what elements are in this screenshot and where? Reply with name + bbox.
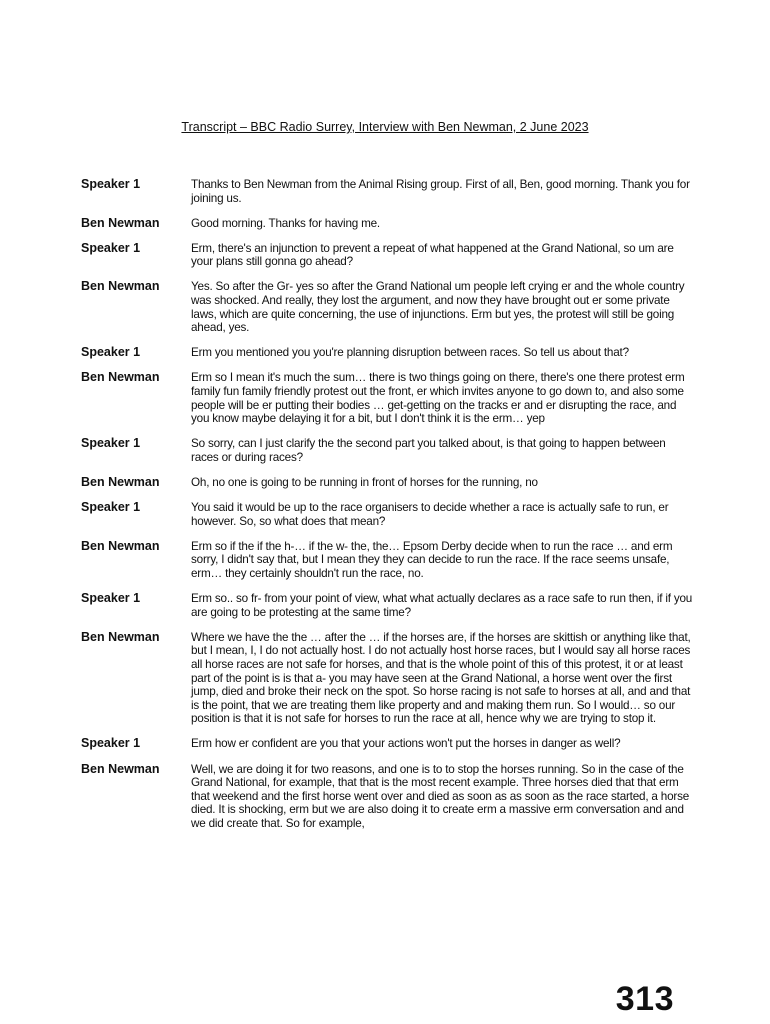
transcript-row <box>81 737 693 751</box>
utterance-text: Erm so if the if the h-… if the w- the, the… Epsom Derby decide when to run the race … and erm sorry, I didn't say that, but I mean they they can decide to run the race. If the race seems unsafe, erm… they certainly shouldn't run the race, no. <box>191 539 673 580</box>
transcript-row <box>81 178 693 205</box>
transcript-row <box>81 437 693 464</box>
transcript-row <box>81 631 693 726</box>
transcript-body <box>81 178 693 842</box>
utterance-text: Oh, no one is going to be running in front of horses for the running, no <box>191 476 538 489</box>
transcript-row <box>81 540 693 581</box>
speaker-name: Speaker 1 <box>81 736 141 751</box>
utterance-text: Well, we are doing it for two reasons, and one is to to stop the horses running. So in the case of the Grand National, for example, that that is the most recent example. Three horses died that that erm that weekend and the first horse went over and died as soon as as soon as the race started, a horse died. It is shocking, erm but we are also doing it to create erm a massive erm conversation and and we did create that. So for example, <box>191 762 690 830</box>
utterance-text: Good morning. Thanks for having me. <box>191 216 380 230</box>
speaker-name: Speaker 1 <box>81 177 141 191</box>
utterance-text: Yes. So after the Gr- yes so after the Grand National um people left crying er and the whole country was shocked. And really, they lost the argument, and now they have brought out er some private laws, which are quite concerning, the use of injunctions. Erm but yes, the protest will still be going ahead, yes. <box>191 280 685 335</box>
speaker-name: Ben Newman <box>81 629 160 644</box>
speaker-name: Ben Newman <box>81 279 160 294</box>
transcript-row <box>81 763 693 831</box>
utterance-text: Erm so I mean it's much the sum… there is two things going on there, there's one there protest erm family fun family friendly protest out the front, er which invites anyone to go down to, and also some people will be er putting their bodies … get-getting on the tracks er and er disrupting the race, and you know maybe delaying it for a bit, but I don't think it is the erm… yep <box>191 371 685 426</box>
utterance-text: Erm you mentioned you you're planning disruption between races. So tell us about that? <box>191 346 629 360</box>
utterance-text: Where we have the the … after the … if the horses are, if the horses are skittish or anything like that, but I mean, I, I do not actually host. I do not actually host horse races, but I would say all horse races all horse races are not safe for horses, and that is the whole point of this of this protest, it or at least part of the point is is that a- you may have seen at the Grand National, a horse went over the first jump, died and broke their neck on the spot. So horse racing is not safe to horses at all, and and that is the point, that we are treating them like property and and making them run. So I would… so our position is that it is not safe for horses to run the race at all, hence why we are trying to stop it. <box>191 630 691 726</box>
speaker-name: Speaker 1 <box>81 345 141 360</box>
utterance-text: So sorry, can I just clarify the the second part you talked about, is that going to happen between races or during races? <box>191 437 666 464</box>
utterance-text: Erm so.. so fr- from your point of view, what what actually declares as a race safe to run then, if if you are going to be protesting at the same time? <box>191 592 693 619</box>
transcript-row <box>81 501 693 528</box>
utterance-text: Erm, there's an injunction to prevent a repeat of what happened at the Grand National, so um are your plans still gonna go ahead? <box>191 241 674 269</box>
speaker-name: Ben Newman <box>81 215 160 230</box>
transcript-row <box>81 346 693 360</box>
page-number: 313 <box>615 980 674 1018</box>
transcript-row <box>81 242 693 269</box>
transcript-row <box>81 280 693 334</box>
speaker-name: Ben Newman <box>81 538 160 553</box>
transcript-row <box>81 476 693 490</box>
document-title: Transcript – BBC Radio Surrey, Interview with Ben Newman, 2 June 2023 <box>181 120 589 134</box>
speaker-name: Speaker 1 <box>81 436 141 451</box>
transcript-row <box>81 592 693 619</box>
utterance-text: Thanks to Ben Newman from the Animal Rising group. First of all, Ben, good morning. Thank you for joining us. <box>191 178 690 205</box>
transcript-row <box>81 371 693 425</box>
speaker-name: Speaker 1 <box>81 500 141 515</box>
speaker-name: Ben Newman <box>81 475 160 489</box>
speaker-name: Speaker 1 <box>81 240 141 255</box>
speaker-name: Ben Newman <box>81 370 160 385</box>
utterance-text: Erm how er confident are you that your actions won't put the horses in danger as well? <box>191 737 621 751</box>
speaker-name: Ben Newman <box>81 761 160 776</box>
transcript-row <box>81 217 693 231</box>
utterance-text: You said it would be up to the race organisers to decide whether a race is actually safe to run, er however. So, so what does that mean? <box>191 501 669 528</box>
speaker-name: Speaker 1 <box>81 591 141 606</box>
